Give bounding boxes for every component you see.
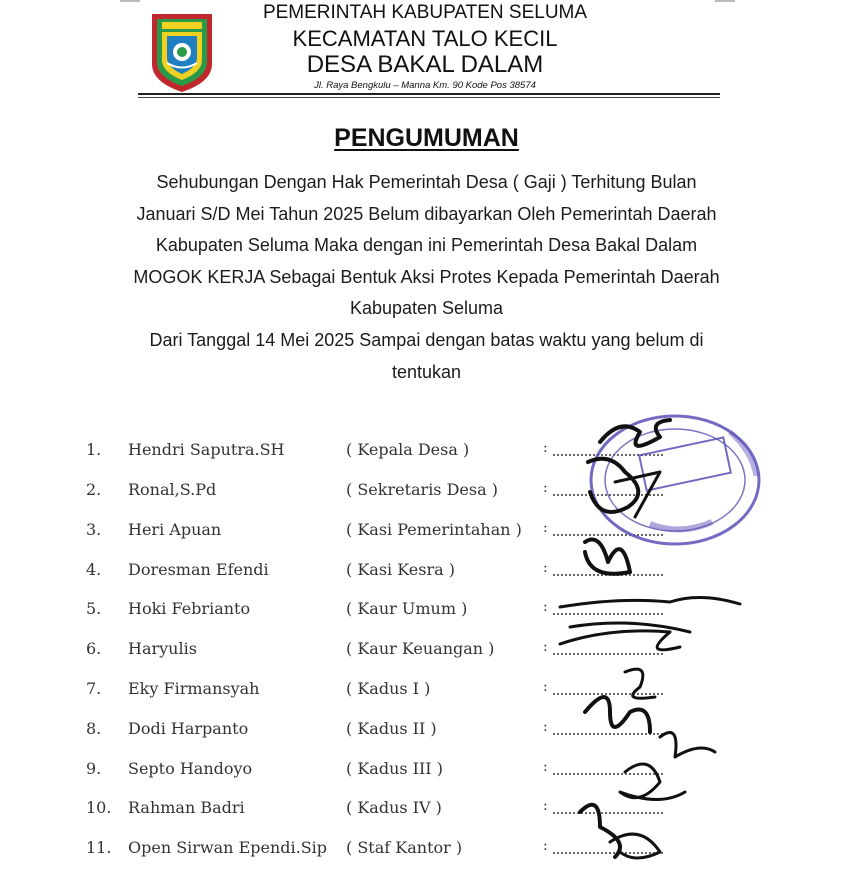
official-position: ( Staf Kantor ) bbox=[346, 838, 463, 857]
official-number: 2. bbox=[86, 480, 102, 499]
official-number: 9. bbox=[86, 759, 102, 778]
signature-line bbox=[553, 613, 663, 615]
official-name: Septo Handoyo bbox=[128, 759, 253, 778]
scan-corner-mark bbox=[120, 0, 140, 2]
signature-line bbox=[553, 534, 663, 536]
header-regency: PEMERINTAH KABUPATEN SELUMA bbox=[262, 2, 588, 23]
official-row bbox=[0, 520, 853, 556]
official-position: ( Sekretaris Desa ) bbox=[346, 480, 498, 499]
header-rule bbox=[138, 93, 720, 95]
header-address: Jl. Raya Bengkulu – Manna Km. 90 Kode Pos 38574 bbox=[314, 80, 536, 91]
signature-colon: : bbox=[543, 560, 548, 576]
official-position: ( Kasi Kesra ) bbox=[346, 560, 455, 579]
signature-colon: : bbox=[543, 480, 548, 496]
signature-line bbox=[553, 574, 663, 576]
official-name: Open Sirwan Ependi.Sip bbox=[128, 838, 328, 857]
official-number: 5. bbox=[86, 599, 102, 618]
official-row bbox=[0, 679, 853, 715]
signature-line bbox=[553, 653, 663, 655]
header-rule-thin bbox=[138, 97, 720, 98]
body-line: Januari S/D Mei Tahun 2025 Belum dibayarkan Oleh Pemerintah Daerah bbox=[136, 204, 717, 224]
official-row bbox=[0, 599, 853, 635]
signature-line bbox=[553, 812, 663, 814]
official-position: ( Kasi Pemerintahan ) bbox=[346, 520, 522, 539]
official-number: 4. bbox=[86, 560, 102, 579]
signature-colon: : bbox=[543, 719, 548, 735]
official-row bbox=[0, 759, 853, 795]
official-name: Haryulis bbox=[128, 639, 197, 658]
scan-corner-mark bbox=[715, 0, 735, 2]
official-number: 10. bbox=[86, 798, 112, 817]
signature-colon: : bbox=[543, 440, 548, 456]
official-number: 6. bbox=[86, 639, 102, 658]
official-row bbox=[0, 838, 853, 874]
document-title: PENGUMUMAN bbox=[334, 124, 519, 152]
official-name: Doresman Efendi bbox=[128, 560, 269, 579]
official-name: Hoki Febrianto bbox=[128, 599, 251, 618]
signature-colon: : bbox=[543, 520, 548, 536]
official-position: ( Kadus I ) bbox=[346, 679, 431, 698]
official-row bbox=[0, 560, 853, 596]
official-position: ( Kadus II ) bbox=[346, 719, 437, 738]
regency-logo bbox=[148, 10, 216, 94]
official-number: 11. bbox=[86, 838, 112, 857]
official-row bbox=[0, 480, 853, 516]
body-line: MOGOK KERJA Sebagai Bentuk Aksi Protes Kepada Pemerintah Daerah bbox=[133, 267, 720, 287]
official-row bbox=[0, 719, 853, 755]
official-position: ( Kaur Umum ) bbox=[346, 599, 468, 618]
official-row bbox=[0, 798, 853, 834]
official-number: 3. bbox=[86, 520, 102, 539]
official-position: ( Kaur Keuangan ) bbox=[346, 639, 495, 658]
official-name: Hendri Saputra.SH bbox=[128, 440, 285, 459]
signature-line bbox=[553, 773, 663, 775]
official-position: ( Kadus III ) bbox=[346, 759, 443, 778]
signature-line bbox=[553, 454, 663, 456]
signature-colon: : bbox=[543, 838, 548, 854]
signature-colon: : bbox=[543, 798, 548, 814]
header-village: DESA BAKAL DALAM bbox=[306, 51, 544, 78]
signature-colon: : bbox=[543, 599, 548, 615]
body-line: Kabupaten Seluma Maka dengan ini Pemerintah Desa Bakal Dalam bbox=[155, 235, 698, 255]
official-row bbox=[0, 639, 853, 675]
official-number: 1. bbox=[86, 440, 102, 459]
official-row bbox=[0, 440, 853, 476]
signature-colon: : bbox=[543, 759, 548, 775]
signature-line bbox=[553, 693, 663, 695]
official-name: Eky Firmansyah bbox=[128, 679, 260, 698]
signature-line bbox=[553, 733, 663, 735]
body-line: Kabupaten Seluma bbox=[349, 298, 504, 318]
official-name: Dodi Harpanto bbox=[128, 719, 249, 738]
signature-colon: : bbox=[543, 679, 548, 695]
signature-line bbox=[553, 494, 663, 496]
header-district: KECAMATAN TALO KECIL bbox=[292, 26, 558, 51]
official-position: ( Kadus IV ) bbox=[346, 798, 442, 817]
official-number: 7. bbox=[86, 679, 102, 698]
official-name: Ronal,S.Pd bbox=[128, 480, 217, 499]
official-number: 8. bbox=[86, 719, 102, 738]
official-name: Rahman Badri bbox=[128, 798, 245, 817]
official-position: ( Kepala Desa ) bbox=[346, 440, 470, 459]
body-line: Sehubungan Dengan Hak Pemerintah Desa ( Gaji ) Terhitung Bulan bbox=[156, 172, 697, 192]
body-line: Dari Tanggal 14 Mei 2025 Sampai dengan batas waktu yang belum di bbox=[149, 330, 704, 350]
signature-line bbox=[553, 852, 663, 854]
body-line: tentukan bbox=[391, 362, 462, 382]
signature-colon: : bbox=[543, 639, 548, 655]
official-name: Heri Apuan bbox=[128, 520, 222, 539]
